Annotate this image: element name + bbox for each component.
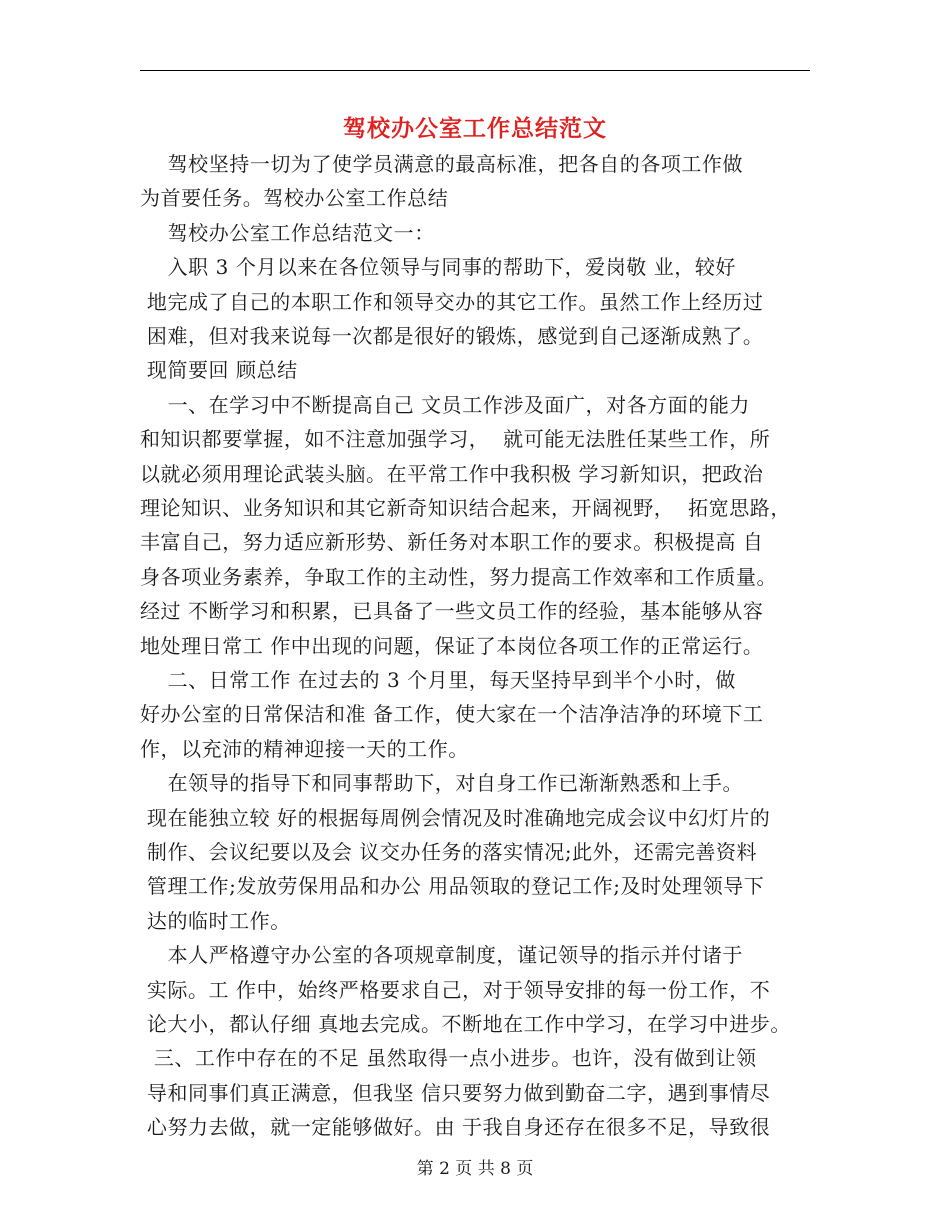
body-text-line: 身各项业务素养，争取工作的主动性，努力提高工作效率和工作质量。: [140, 564, 778, 589]
body-text-line: 三、工作中存在的不足 虽然取得一点小进步。也许，没有做到让领: [140, 1046, 757, 1071]
body-text-line: 理论知识、业务知识和其它新奇知识结合起来，开阔视野， 拓宽思路，: [140, 496, 791, 520]
body-text-line: 地完成了自己的本职工作和领导交办的其它工作。虽然工作上经历过: [140, 289, 764, 314]
body-text-line: 导和同事们真正满意，但我坚 信只要努力做到勤奋二字，遇到事情尽: [140, 1080, 771, 1105]
body-text-line: 驾校坚持一切为了使学员满意的最高标准，把各自的各项工作做: [140, 152, 744, 176]
body-text-line: 驾校办公室工作总结范文一：: [140, 220, 435, 245]
body-text-line: 管理工作;发放劳保用品和办公 用品领取的登记工作;及时处理领导下: [140, 874, 765, 899]
body-text-line: 丰富自己，努力适应新形势、新任务对本职工作的要求。积极提高 自: [140, 530, 764, 555]
body-text-line: 入职 3 个月以来在各位领导与同事的帮助下，爱岗敬 业，较好: [140, 255, 736, 280]
body-text-line: 现简要回 顾总结: [140, 358, 298, 383]
body-text-line: 地处理日常工 作中出现的问题，保证了本岗位各项工作的正常运行。: [140, 633, 764, 658]
body-text-line: 为首要任务。驾校办公室工作总结: [140, 186, 449, 211]
body-text-line: 和知识都要掌握，如不注意加强学习， 就可能无法胜任某些工作，所: [140, 427, 771, 452]
body-text-line: 好办公室的日常保洁和准 备工作，使大家在一个洁净洁净的环境下工: [140, 702, 764, 727]
body-text-line: 实际。工 作中，始终严格要求自己，对于领导安排的每一份工作，不: [140, 977, 771, 1002]
page-number: 第 2 页 共 8 页: [416, 1159, 534, 1179]
body-text-line: 本人严格遵守办公室的各项规章制度，谨记领导的指示并付诸于: [140, 943, 744, 968]
header-rule: [140, 70, 810, 71]
body-text-line: 制作、会议纪要以及会 议交办任务的落实情况;此外，还需完善资料: [140, 840, 758, 864]
body-text-line: 达的临时工作。: [140, 908, 291, 933]
body-text-line: 作，以充沛的精神迎接一天的工作。: [140, 736, 469, 761]
body-text-line: 经过 不断学习和积累，已具备了一些文员工作的经验，基本能够从容: [140, 599, 764, 624]
body-text-line: 心努力去做，就一定能够做好。由 于我自身还存在很多不足，导致很: [140, 1115, 771, 1140]
body-text-line: 困难，但对我来说每一次都是很好的锻炼，感觉到自己逐渐成熟了。: [140, 324, 764, 348]
body-text-line: 二、日常工作 在过去的 3 个月里，每天坚持早到半个小时，做: [140, 668, 736, 692]
document-title: 驾校办公室工作总结范文: [343, 115, 607, 142]
body-text-line: 现在能独立较 好的根据每周例会情况及时准确地完成会议中幻灯片的: [140, 805, 771, 830]
body-text-line: 一、在学习中不断提高自己 文员工作涉及面广，对各方面的能力: [140, 392, 750, 417]
body-text-line: 论大小，都认仔细 真地去完成。不断地在工作中学习，在学习中进步。: [140, 1012, 791, 1036]
body-text-line: 在领导的指导下和同事帮助下，对自身工作已渐渐熟悉和上手。: [140, 771, 744, 796]
body-text-line: 以就必须用理论武装头脑。在平常工作中我积极 学习新知识，把政治: [140, 461, 764, 486]
